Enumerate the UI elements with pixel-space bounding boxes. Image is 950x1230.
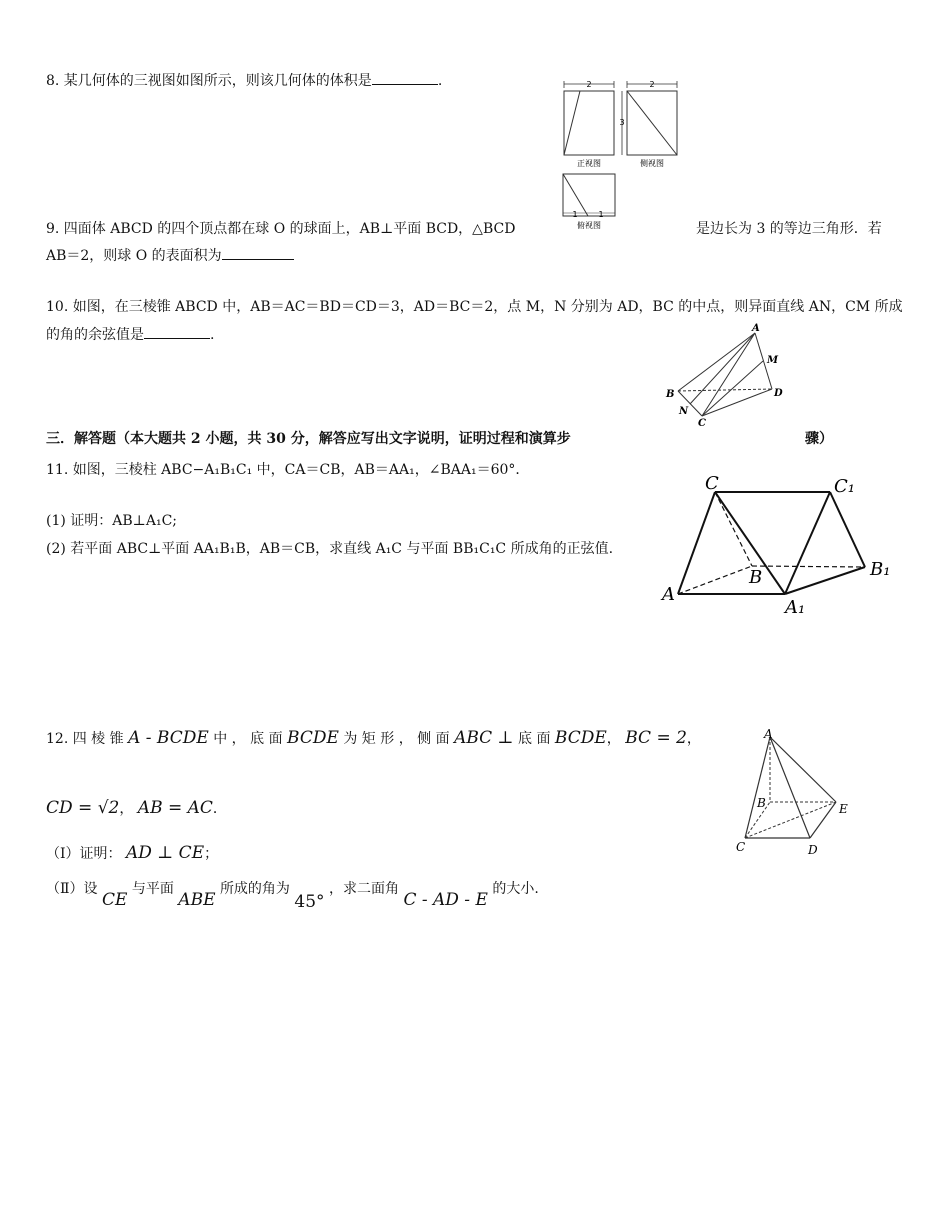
q12-line1: 12. 四 棱 锥 A - BCDE 中 ， 底 面 BCDE 为 矩 形 ， 侧 面 ABC ⊥ 底 面 BCDE， BC = 2，: [46, 728, 701, 748]
prism-label-c1: C₁: [834, 476, 855, 497]
front-view-label: 正视图: [577, 159, 601, 168]
three-view-figure: [558, 78, 683, 233]
q9-line1a: 9. 四面体 ABCD 的四个顶点都在球 O 的球面上，AB⊥平面 BCD，△BCD: [46, 221, 516, 237]
svg-text:1: 1: [572, 210, 578, 219]
pyramid-label-c: C: [736, 840, 746, 854]
tetrahedron-figure: [660, 318, 790, 430]
q9-line1b: 是边长为 3 的等边三角形．若: [696, 221, 882, 237]
pyramid-label-a: A: [764, 727, 773, 741]
q9-line2: AB＝2，则球 O 的表面积为: [46, 245, 294, 265]
q8-answer-blank: [372, 84, 438, 85]
q10-line2: 的角的余弦值是 .: [46, 327, 215, 343]
q9-answer-blank: [222, 259, 294, 260]
tetra-label-b: B: [666, 389, 675, 400]
svg-text:3: 3: [619, 118, 625, 127]
question-8: 8. 某几何体的三视图如图所示，则该几何体的体积是 .: [46, 73, 443, 89]
prism-label-a1: A₁: [785, 597, 806, 618]
prism-label-b: B: [749, 567, 763, 588]
q12-part1: （Ⅰ）证明： AD ⊥ CE；: [46, 843, 219, 863]
tetra-label-a: A: [752, 323, 760, 334]
prism-label-a: A: [662, 584, 675, 605]
q12-line2: CD = √2， AB = AC．: [46, 798, 227, 818]
tetra-label-n: N: [679, 406, 689, 417]
tetra-label-d: D: [774, 388, 783, 399]
q8-text: 8. 某几何体的三视图如图所示，则该几何体的体积是: [46, 73, 372, 89]
pyramid-label-d: D: [808, 843, 818, 855]
pyramid-label-e: E: [839, 802, 848, 816]
prism-label-b1: B₁: [870, 559, 891, 580]
pyramid-figure: [730, 725, 855, 855]
side-width-label: 2: [649, 80, 655, 89]
side-view: [627, 80, 677, 168]
tetra-label-c: C: [698, 418, 706, 429]
prism-label-c: C: [705, 473, 719, 494]
q10-answer-blank: [144, 338, 210, 339]
front-width-label: 2: [586, 80, 592, 89]
q11-part2: (2) 若平面 ABC⊥平面 AA₁B₁B，AB＝CB，求直线 A₁C 与平面 BB₁C₁C 所成角的正弦值.: [46, 541, 614, 557]
tetra-label-m: M: [767, 355, 779, 366]
top-view: [563, 174, 615, 230]
top-view-label: 俯视图: [577, 221, 601, 230]
section3-heading-b: 骤）: [805, 431, 833, 447]
prism-figure: [655, 470, 900, 620]
height-dimension: [619, 91, 624, 155]
side-view-label: 侧视图: [640, 159, 664, 168]
q10-line1: 10. 如图，在三棱锥 ABCD 中，AB＝AC＝BD＝CD＝3，AD＝BC＝2，点 M，N 分别为 AD，BC 的中点，则异面直线 AN，CM 所成: [46, 299, 903, 315]
pyramid-label-b: B: [757, 796, 766, 810]
q12-part2: （Ⅱ）设 CE 与平面 ABE 所成的角为 45° ，求二面角 C - AD - E 的大小.: [46, 881, 539, 912]
section3-heading-a: 三．解答题（本大题共 2 小题，共 30 分，解答应写出文字说明，证明过程和演算步: [46, 431, 571, 447]
q11-part1: (1) 证明：AB⊥A₁C;: [46, 513, 177, 529]
q11-line1: 11. 如图，三棱柱 ABC−A₁B₁C₁ 中，CA＝CB，AB＝AA₁，∠BAA₁＝60°．: [46, 462, 530, 478]
svg-text:1: 1: [598, 210, 604, 219]
front-view: [564, 80, 614, 168]
